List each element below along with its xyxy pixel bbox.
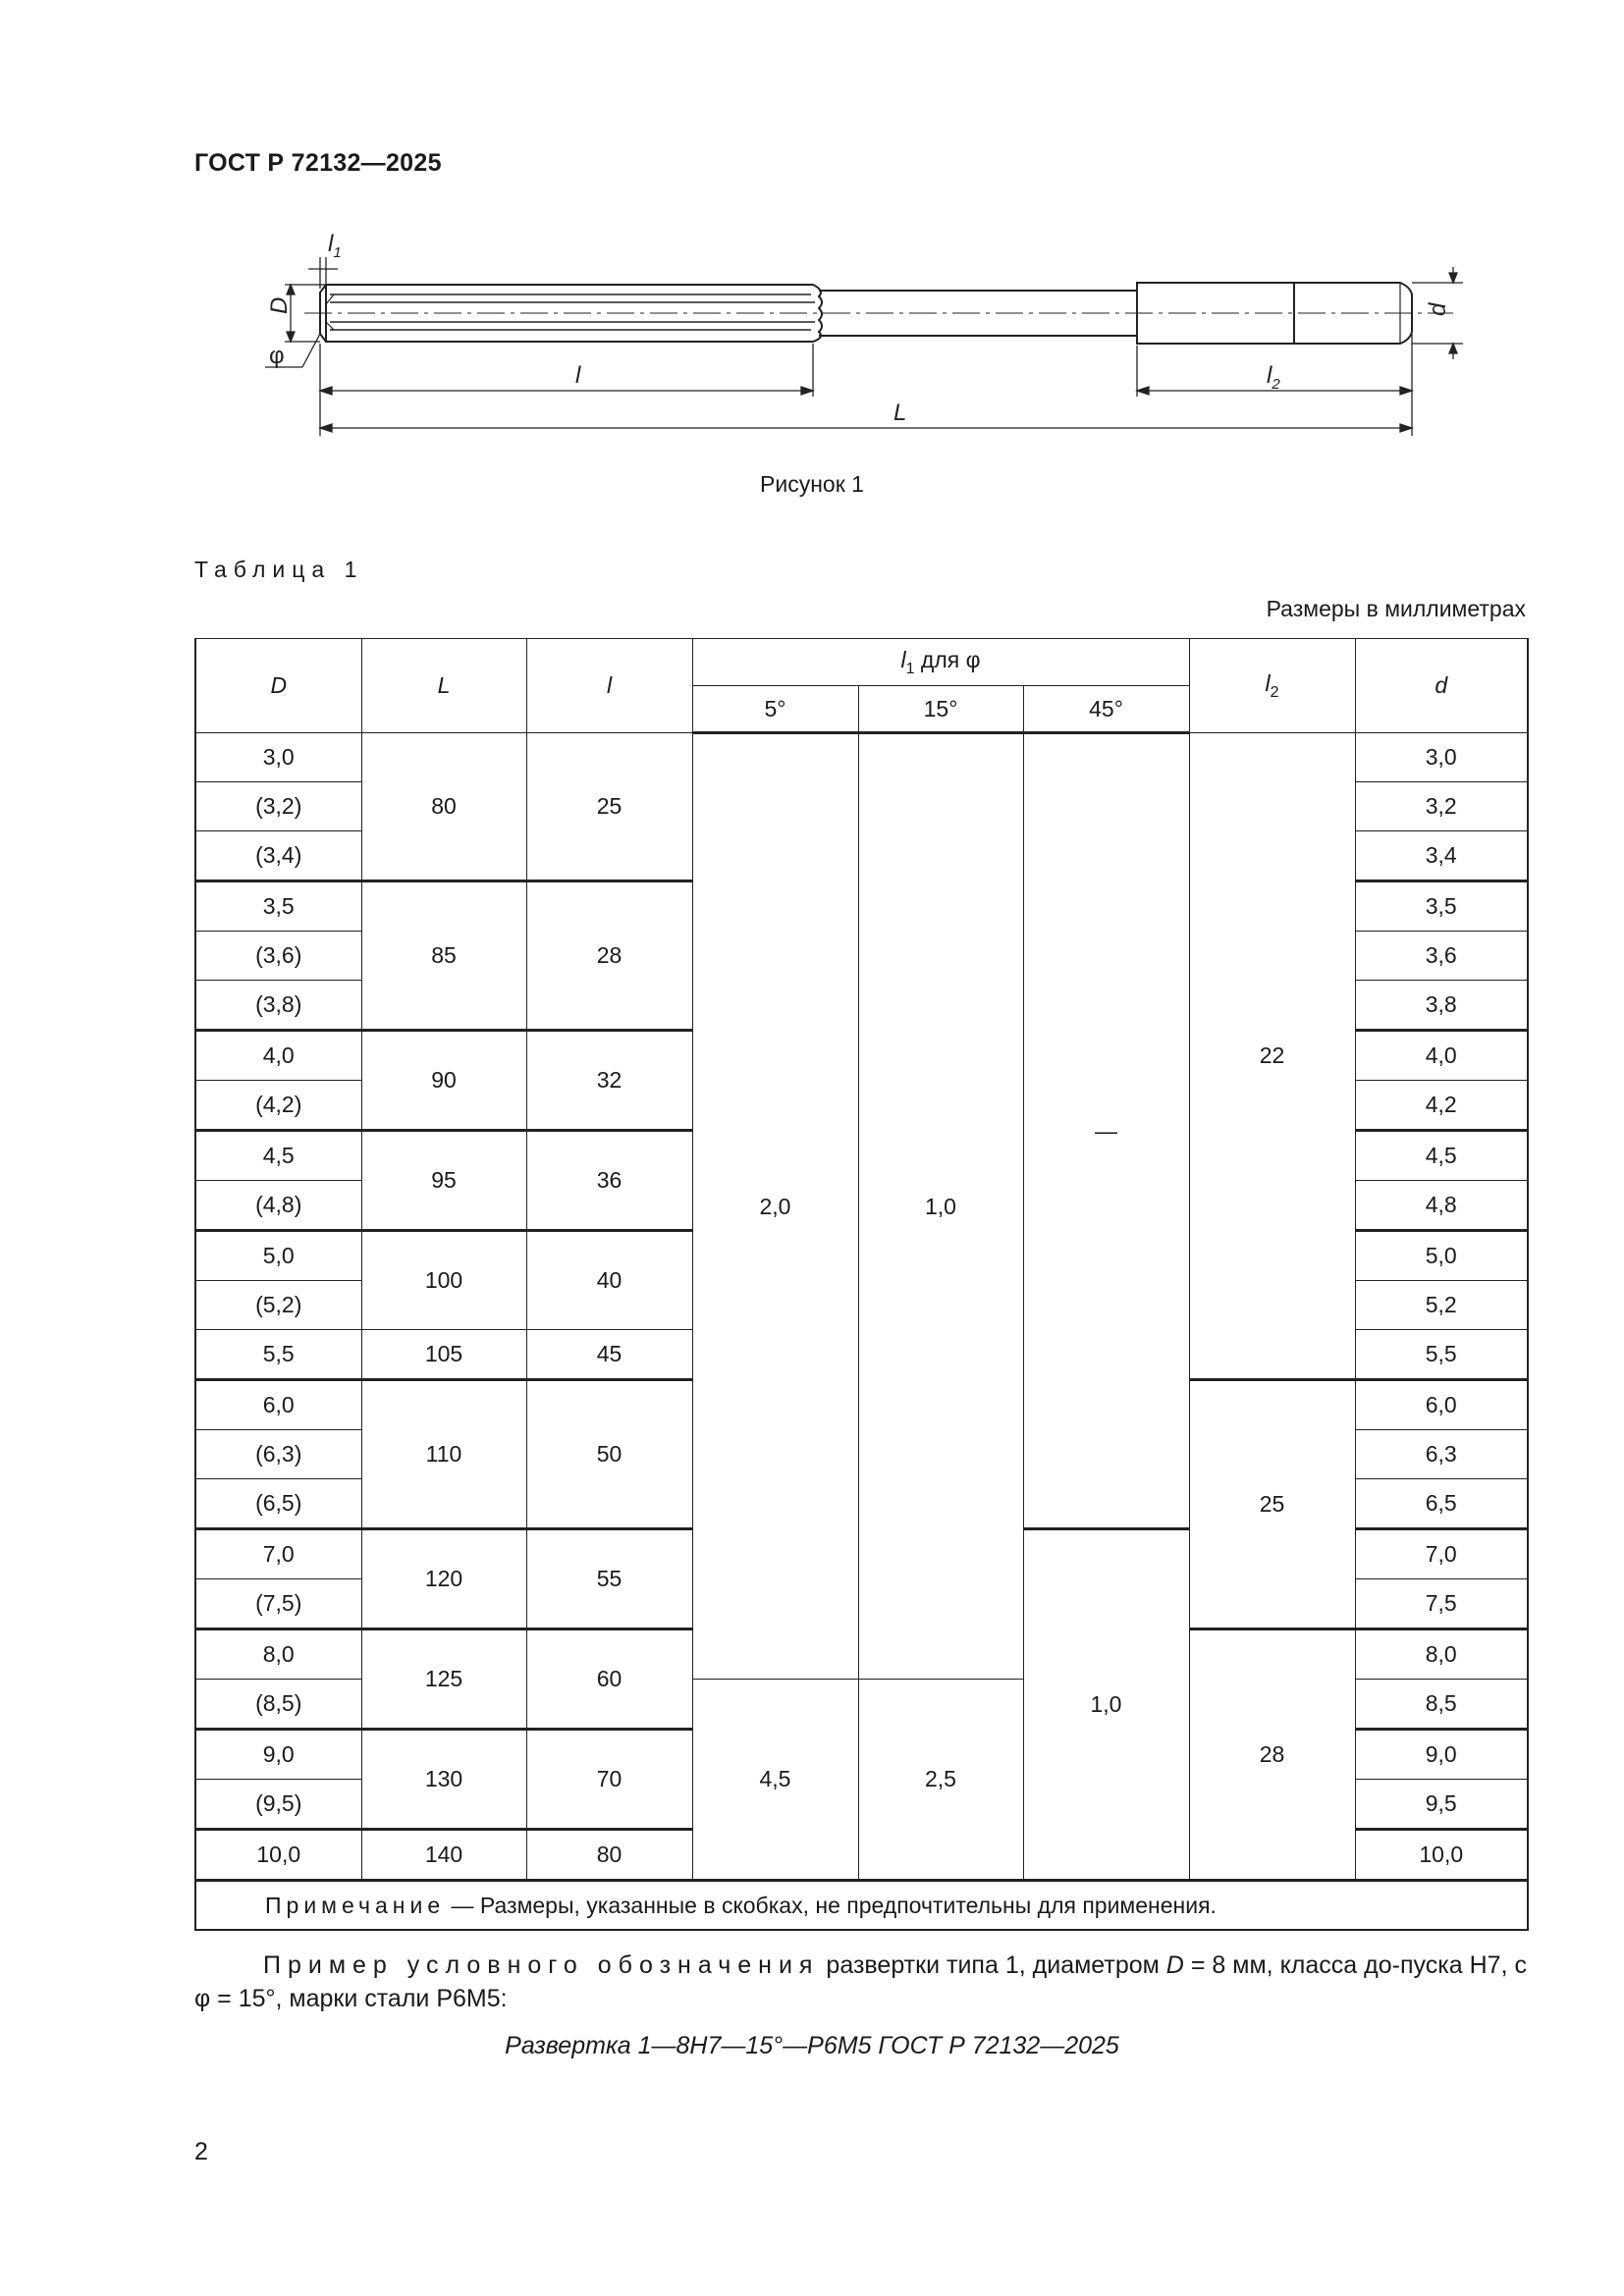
cell-l: 80 <box>526 1830 692 1881</box>
cell-D: 8,0 <box>195 1629 361 1680</box>
cell-d: 3,8 <box>1355 981 1528 1031</box>
cell-d: 3,0 <box>1355 733 1528 782</box>
cell-d: 10,0 <box>1355 1830 1528 1881</box>
document-header: ГОСТ Р 72132—2025 <box>194 149 442 177</box>
header-l2: $l_2$ <box>1189 639 1355 733</box>
table-units: Размеры в миллиметрах <box>1266 596 1526 621</box>
cell-l: 36 <box>526 1131 692 1231</box>
dimensions-table <box>194 638 1529 1931</box>
cell-l1-15: 1,0 <box>858 733 1023 1680</box>
cell-d: 5,0 <box>1355 1231 1528 1281</box>
cell-D: (6,5) <box>195 1479 361 1529</box>
dim-label-L: L <box>893 400 907 426</box>
cell-d: 3,5 <box>1355 881 1528 932</box>
cell-d: 3,6 <box>1355 932 1528 981</box>
cell-D: (3,2) <box>195 782 361 831</box>
cell-d: 7,5 <box>1355 1579 1528 1629</box>
cell-l1-45: — <box>1023 733 1189 1529</box>
cell-d: 4,5 <box>1355 1131 1528 1181</box>
cell-D: (7,5) <box>195 1579 361 1629</box>
header-D: D <box>195 639 361 733</box>
cell-L: 85 <box>361 881 526 1031</box>
cell-L: 95 <box>361 1131 526 1231</box>
dim-label-l: l <box>575 362 581 389</box>
figure-caption: Рисунок 1 <box>760 471 864 497</box>
header-phi-45: 45° <box>1023 686 1189 733</box>
cell-L: 140 <box>361 1830 526 1881</box>
cell-l1-45: 1,0 <box>1023 1529 1189 1881</box>
reamer-drawing <box>236 228 1473 454</box>
dim-label-l1: $l_1$ <box>328 231 342 261</box>
designation-formula: Развертка 1—8Н7—15°—Р6М5 ГОСТ Р 72132—2025 <box>505 2032 1119 2059</box>
header-phi-15: 15° <box>858 686 1023 733</box>
cell-l: 40 <box>526 1231 692 1330</box>
cell-l: 60 <box>526 1629 692 1730</box>
cell-l: 32 <box>526 1031 692 1131</box>
cell-D: 7,0 <box>195 1529 361 1579</box>
cell-D: (4,2) <box>195 1081 361 1131</box>
cell-d: 8,5 <box>1355 1680 1528 1730</box>
cell-D: (6,3) <box>195 1430 361 1479</box>
cell-D: 5,5 <box>195 1330 361 1380</box>
cell-D: 3,0 <box>195 733 361 782</box>
table-caption: Таблица 1 <box>194 557 364 582</box>
header-l1-group: $l_1$ для φ <box>692 639 1189 686</box>
cell-D: (9,5) <box>195 1780 361 1830</box>
cell-L: 80 <box>361 733 526 881</box>
cell-l1-5: 4,5 <box>692 1680 858 1881</box>
cell-D: (3,6) <box>195 932 361 981</box>
cell-D: (3,8) <box>195 981 361 1031</box>
cell-D: (3,4) <box>195 831 361 881</box>
table-note: Примечание — Размеры, указанные в скобках, не предпочтительны для применения. <box>195 1881 1528 1931</box>
cell-l: 25 <box>526 733 692 881</box>
dim-label-phi: φ <box>269 343 285 369</box>
cell-d: 3,4 <box>1355 831 1528 881</box>
cell-d: 9,0 <box>1355 1730 1528 1780</box>
cell-d: 9,5 <box>1355 1780 1528 1830</box>
cell-d: 3,2 <box>1355 782 1528 831</box>
cell-l1-15: 2,5 <box>858 1680 1023 1881</box>
cell-D: (8,5) <box>195 1680 361 1730</box>
cell-L: 100 <box>361 1231 526 1330</box>
cell-l: 50 <box>526 1380 692 1529</box>
cell-L: 130 <box>361 1730 526 1830</box>
cell-l2: 22 <box>1189 733 1355 1380</box>
cell-D: (5,2) <box>195 1281 361 1330</box>
cell-l: 70 <box>526 1730 692 1830</box>
cell-d: 4,2 <box>1355 1081 1528 1131</box>
cell-d: 4,8 <box>1355 1181 1528 1231</box>
cell-D: 10,0 <box>195 1830 361 1881</box>
cell-L: 120 <box>361 1529 526 1629</box>
header-l: l <box>526 639 692 733</box>
page-number: 2 <box>194 2138 208 2165</box>
cell-l1-5: 2,0 <box>692 733 858 1680</box>
cell-d: 5,5 <box>1355 1330 1528 1380</box>
header-L: L <box>361 639 526 733</box>
cell-l: 45 <box>526 1330 692 1380</box>
cell-d: 6,3 <box>1355 1430 1528 1479</box>
cell-D: 9,0 <box>195 1730 361 1780</box>
cell-d: 6,0 <box>1355 1380 1528 1430</box>
dim-label-D: D <box>266 296 293 314</box>
dim-label-l2: $l_2$ <box>1267 362 1280 393</box>
cell-L: 110 <box>361 1380 526 1529</box>
cell-D: 6,0 <box>195 1380 361 1430</box>
cell-l: 55 <box>526 1529 692 1629</box>
cell-D: 4,5 <box>195 1131 361 1181</box>
cell-d: 4,0 <box>1355 1031 1528 1081</box>
designation-example: Пример условного обозначения развертки типа 1, диаметром D = 8 мм, класса до-пуска H7, с φ = 15°, марки стали Р6М5: <box>194 1951 1527 2012</box>
cell-l: 28 <box>526 881 692 1031</box>
cell-d: 7,0 <box>1355 1529 1528 1579</box>
cell-D: 4,0 <box>195 1031 361 1081</box>
cell-d: 5,2 <box>1355 1281 1528 1330</box>
header-phi-5: 5° <box>692 686 858 733</box>
cell-d: 8,0 <box>1355 1629 1528 1680</box>
cell-D: 3,5 <box>195 881 361 932</box>
cell-D: 5,0 <box>195 1231 361 1281</box>
cell-L: 90 <box>361 1031 526 1131</box>
dim-label-d: d <box>1425 302 1451 316</box>
cell-D: (4,8) <box>195 1181 361 1231</box>
cell-L: 125 <box>361 1629 526 1730</box>
cell-l2: 28 <box>1189 1629 1355 1881</box>
cell-L: 105 <box>361 1330 526 1380</box>
header-d: d <box>1355 639 1528 733</box>
cell-d: 6,5 <box>1355 1479 1528 1529</box>
cell-l2: 25 <box>1189 1380 1355 1629</box>
